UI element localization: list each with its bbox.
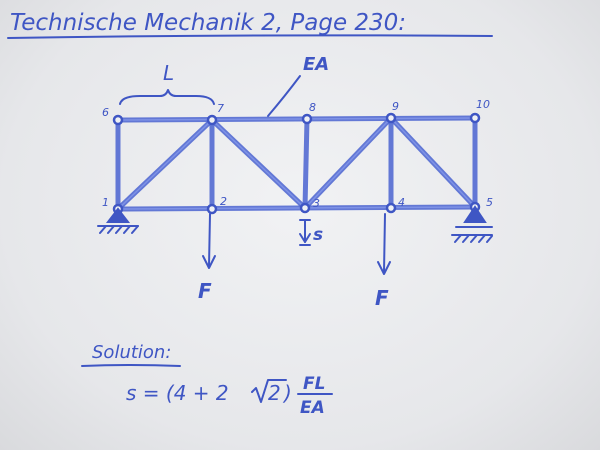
solution-heading: Solution:	[92, 342, 172, 363]
truss-members	[118, 118, 475, 209]
node-label-10: 10	[476, 98, 490, 111]
force-shaft-left	[209, 214, 210, 266]
roller-support-right	[452, 207, 492, 242]
node-label-8: 8	[309, 101, 316, 114]
force-arrow-node-2	[203, 214, 215, 268]
force-arrow-node-4	[378, 214, 390, 274]
node-label-5: 5	[486, 196, 493, 209]
support-hatch-left	[100, 226, 138, 233]
joint-4	[387, 204, 395, 212]
pinned-support-left	[98, 209, 138, 233]
length-brace	[120, 90, 214, 104]
solution-underline	[82, 365, 180, 366]
joint-9	[387, 114, 395, 122]
fraction-denominator: EA	[300, 398, 325, 418]
solution-close-paren: )	[284, 381, 292, 405]
support-hatch-right	[455, 235, 492, 242]
joint-2	[208, 205, 216, 213]
node-label-7: 7	[217, 102, 224, 115]
force-shaft-right	[384, 214, 385, 272]
length-label: L	[163, 61, 175, 85]
sqrt-argument: 2	[268, 381, 281, 405]
node-label-2: 2	[220, 195, 227, 208]
joint-10	[471, 114, 479, 122]
node-label-3: 3	[313, 197, 320, 210]
node-labels	[102, 98, 493, 210]
force-label-left: F	[198, 279, 212, 303]
fraction-numerator: FL	[303, 374, 326, 394]
node-label-6: 6	[102, 106, 109, 119]
joint-6	[114, 116, 122, 124]
node-label-9: 9	[392, 100, 399, 113]
member-3-8	[305, 119, 307, 208]
page-title: Technische Mechanik 2, Page 230:	[10, 10, 407, 36]
joint-3	[301, 204, 309, 212]
force-label-right: F	[375, 286, 389, 310]
joint-7	[208, 116, 216, 124]
displacement-label: s	[313, 225, 324, 245]
stiffness-label: EA	[303, 54, 330, 75]
node-label-1: 1	[102, 196, 109, 209]
displacement-marker	[300, 220, 310, 245]
solution-lhs: s = (4 + 2	[126, 381, 229, 405]
joint-8	[303, 115, 311, 123]
stiffness-leader-line	[268, 76, 300, 116]
node-label-4: 4	[398, 196, 405, 209]
